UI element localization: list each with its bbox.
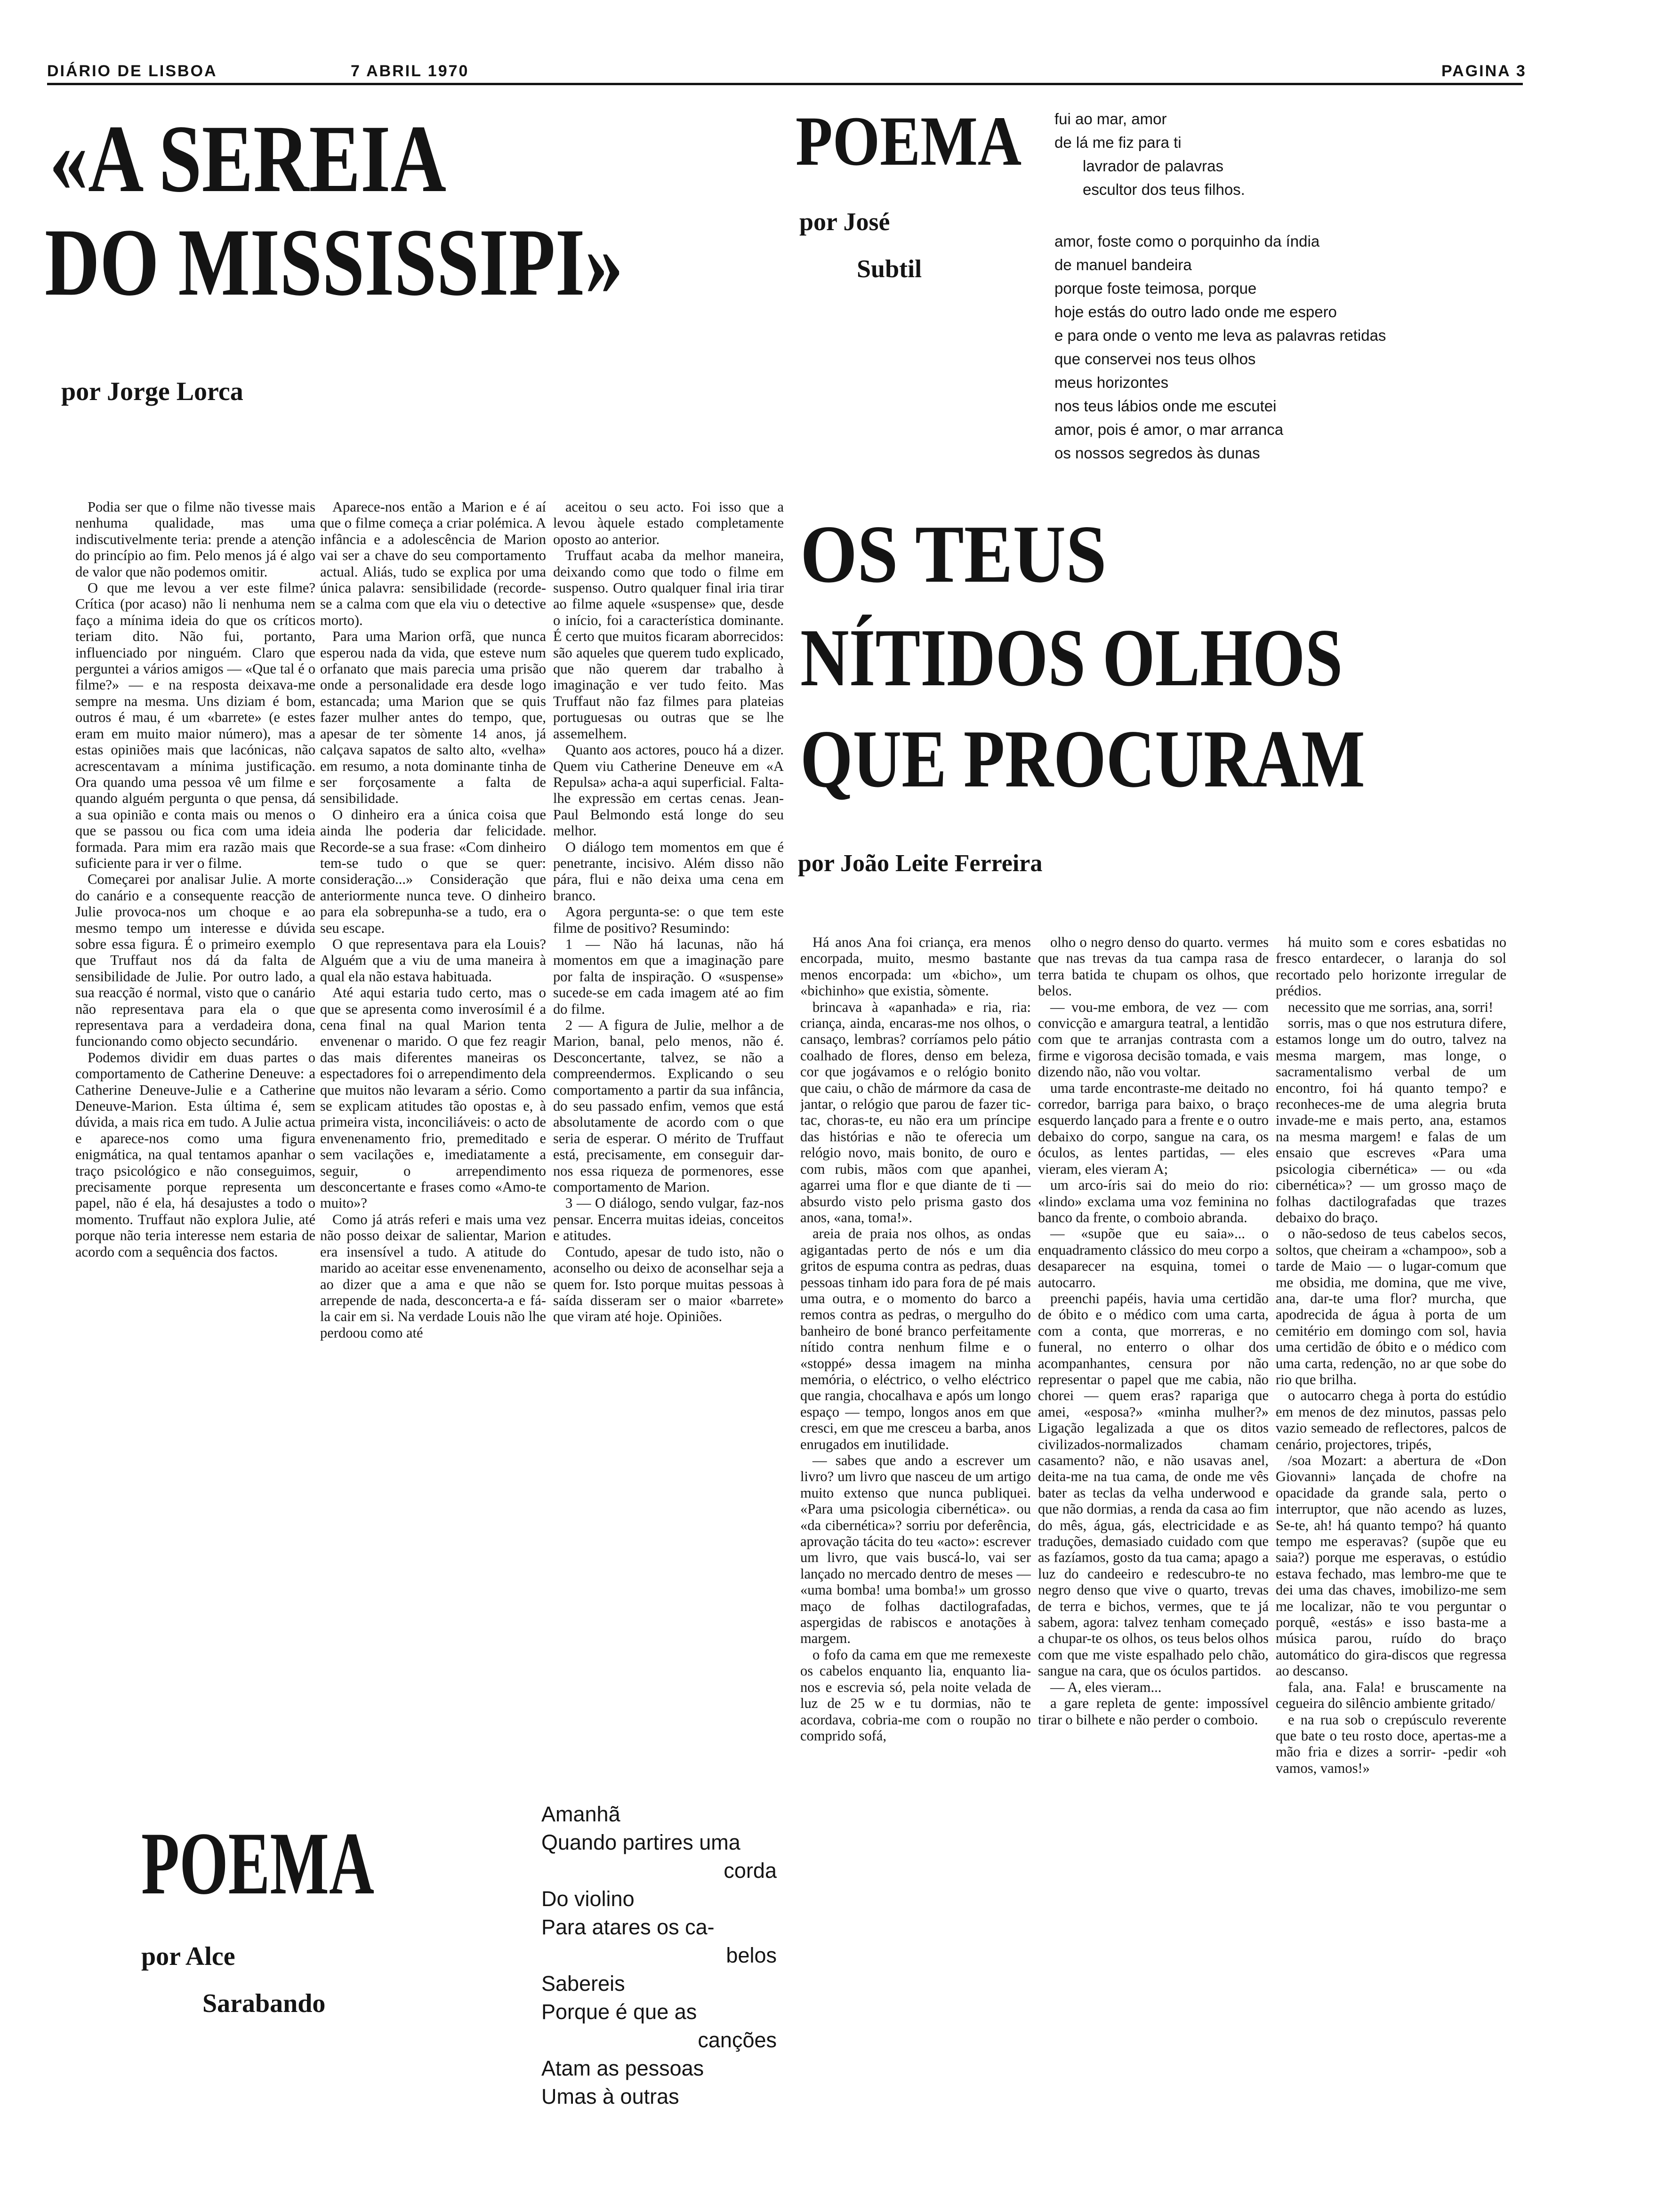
paragraph: Agora pergunta-se: o que tem este filme de positivo? Resumindo:	[553, 904, 784, 936]
paragraph: Quanto aos actores, pouco há a dizer. Quem viu Catherine Deneuve em «A Repulsa» acha-a aqui superficial. Falta-lhe expressão em certas cenas. Jean-Paul Belmondo está longe do seu melhor.	[553, 742, 784, 839]
poem2-author: Sarabando	[202, 1989, 326, 2018]
article1-column-2	[320, 499, 546, 1701]
article2-column-3	[1276, 934, 1506, 2141]
page-number: PAGINA 3	[1441, 62, 1527, 80]
poem-line: nos teus lábios onde me escutei	[1054, 397, 1277, 415]
poem1-title: POEMA	[796, 102, 1022, 180]
poem-line: hoje estás do outro lado onde me espero	[1054, 303, 1337, 321]
paragraph: Como já atrás referi e mais uma vez não posso deixar de salientar, Marion era insensível a tudo. A atitude do marido ao aceitar esse envenenamento, ao dizer que a ama e que não se arrepende de nada, desconcerta-a e fá-la cair em si. Na verdade Louis não lhe perdoou como até	[320, 1211, 546, 1341]
article1-byline: por Jorge Lorca	[61, 377, 243, 406]
poem-line: Para atares os ca-	[541, 1915, 715, 1939]
article2-title-line1: OS TEUS	[800, 508, 1107, 600]
poem-line: Umas à outras	[541, 2084, 679, 2108]
poem1-author: Subtil	[857, 255, 922, 283]
poem1-stanza-1	[1054, 107, 1245, 201]
paragraph: O que me levou a ver este filme? Crítica (por acaso) não li nenhuma nem faço a mínima ideia do que os críticos teriam dito. Não fui, portanto, influenciado por ninguém. Claro que perguntei a vários amigos — «Que tal é o filme?» — e na resposta deixava-me sempre na mesma. Uns diziam é bom, outros é mau, é um «barrete» (e estes eram em muito maior número), mas a estas opiniões mais que lacónicas, não acrescentavam a mínima justificação. Ora quando uma pessoa vê um filme e quando alguém pergunta o que pensa, dá a sua opinião e conta mais ou menos o que se passou ou fica com uma ideia formada. Para mim era razão mais que suficiente para ir ver o filme.	[75, 580, 315, 871]
poem-line: que conservei nos teus olhos	[1054, 350, 1256, 368]
paragraph: Até aqui estaria tudo certo, mas o que se apresenta como inverosímil é a cena final na qual Marion tenta envenenar o marido. O que fez reagir das mais diferentes maneiras os espectadores foi o arrependimento dela que muitos não levaram a sério. Como se explicam atitudes tão opostas e, à primeira vista, inconciliáveis: o acto de envenenamento frio, premeditado e sem vacilações e, imediatamente a seguir, o arrependimento desconcertante e frases como «Amo-te muito»?	[320, 985, 546, 1211]
paragraph: — sabes que ando a escrever um livro? um livro que nasceu de um artigo muito extenso que nunca publiquei. «Para uma psicologia cibernética». ou «da cibernética»? sorriu por deferência, aprovação tácita do teu «acto»: escrever um livro, que vais buscá-lo, vai ser lançado no mercado dentro de meses — «uma bomba! uma bomba!» um grosso maço de folhas dactilografadas, aspergidas de rabiscos e anotações à margem.	[800, 1452, 1031, 1647]
paragraph: preenchi papéis, havia uma certidão de óbito e o médico com uma carta, com a conta, que morreras, e no funeral, no enterro o olhar dos acompanhantes, censura por não representar o papel que me cabia, não chorei — quem eras? rapariga que amei, «esposa?» «minha mulher?» Ligação legalizada a que os ditos civilizados-normalizados chamam casamento? não, e não usavas anel, deita-me na tua cama, de onde me vês bater as teclas da velha underwood e que não dormias, a renda da casa ao fim do mês, água, gás, electricidade e as traduções, demasiado cuidado com que as fazíamos, gosto da tua cama; apago a luz do candeeiro e redescubro-te no negro denso que vive o quarto, trevas de terra e bichos, vermes, que te já sabem, agora: talvez tenham começado a chupar-te os olhos, os teus belos olhos com que me viste espalhado pelo chão, sangue na cara, que os óculos partidos.	[1038, 1290, 1269, 1679]
article1-column-1	[75, 499, 315, 1701]
poem-line: belos	[726, 1943, 777, 1967]
paragraph: — «supõe que eu saia»... o enquadramento clássico do meu corpo a desaparecer na esquina, tomei o autocarro.	[1038, 1226, 1269, 1290]
paragraph: Podemos dividir em duas partes o comportamento de Catherine Deneuve: a Catherine Deneuve-Julie e a Catherine Deneuve-Marion. Esta última é, sem dúvida, a mais rica em tudo. A Julie actua e aparece-nos como uma figura enigmática, na qual tentamos apanhar o traço psicológico e não conseguimos, precisamente porque representa um papel, não é ela, há desajustes a todo o momento. Truffaut não explora Julie, até porque não teria interesse nem estaria de acordo com a sequência dos factos.	[75, 1049, 315, 1260]
article1-title-line1: «A SEREIA	[49, 105, 447, 212]
poem-line: lavrador de palavras	[1083, 157, 1223, 175]
paragraph: Para uma Marion orfã, que nunca esperou nada da vida, que esteve num orfanato que mais parecia uma prisão onde a personalidade era desde logo estancada; uma Marion que se quis fazer mulher antes do tempo, que, apesar de ter sòmente 14 anos, já calçava sapatos de salto alto, «velha» em resumo, a nota dominante tinha de ser forçosamente a falta de sensibilidade.	[320, 628, 546, 807]
poem-line: canções	[698, 2028, 777, 2052]
newspaper-name: DIÁRIO DE LISBOA	[47, 62, 217, 80]
paragraph: o não-sedoso de teus cabelos secos, soltos, que cheiram a «champoo», sob a tarde de Maio — o lugar-comum que me obsidia, me domina, que me vive, ana, dar-te uma flor? murcha, que apodrecida de água à porta de um cemitério em domingo com sol, havia uma certidão de óbito e o médico com uma carta, redenção, no ar que sobe do rio que brilha.	[1276, 1226, 1506, 1387]
poem-line: Atam as pessoas	[541, 2056, 704, 2080]
paragraph: O dinheiro era a única coisa que ainda lhe poderia dar felicidade. Recorde-se a sua frase: «Com dinheiro tem-se tudo o que se quer: consideração...» Consideração que anteriormente nunca teve. O dinheiro para ela sobrepunha-se a tudo, era o seu escape.	[320, 806, 546, 936]
paragraph: Truffaut acaba da melhor maneira, deixando como que todo o filme em suspenso. Outro qualquer final iria tirar ao filme aquele «suspense» que, desde o início, foi a característica dominante. É certo que muitos ficaram aborrecidos: são aqueles que querem tudo explicado, que não querem dar trabalho à imaginação e ver tudo feito. Mas Truffaut não faz filmes para plateias portuguesas ou outras que se lhe assemelhem.	[553, 547, 784, 742]
article2-column-1	[800, 934, 1031, 2141]
paragraph: 3 — O diálogo, sendo vulgar, faz-nos pensar. Encerra muitas ideias, conceitos e atitudes.	[553, 1195, 784, 1244]
poem-line: amor, pois é amor, o mar arranca	[1054, 421, 1284, 438]
poem-line: amor, foste como o porquinho da índia	[1054, 232, 1320, 250]
paragraph: a gare repleta de gente: impossível tirar o bilhete e não perder o comboio.	[1038, 1695, 1269, 1728]
paragraph: o autocarro chega à porta do estúdio em menos de dez minutos, passas pelo vazio semeado de reflectores, palcos de cenário, projectores, tripés,	[1276, 1387, 1506, 1452]
issue-date: 7 ABRIL 1970	[351, 62, 469, 80]
paragraph: olho o negro denso do quarto. vermes que nas trevas da tua campa rasa de terra batida te chupam os olhos, que belos.	[1038, 934, 1269, 999]
paragraph: sorris, mas o que nos estrutura difere, estamos longe um do outro, talvez na mesma margem, mas longe, o sacramentalismo verbal de um encontro, foi há quanto tempo? e reconheces-me de uma alegria bruta invade-me e mais perto, ana, estamos na mesma margem! e falas de um ensaio que escreves «Para uma psicologia cibernética» — ou «da cibernética»? — um grosso maço de folhas dactilografadas que trazes debaixo do braço.	[1276, 1015, 1506, 1226]
paragraph: brincava à «apanhada» e ria, ria: criança, ainda, encaras-me nos olhos, o cansaço, lembras? corríamos pelo pátio coalhado de flores, denso em beleza, cor que jogávamos e o relógio bonito que caiu, o chão de mármore da casa de jantar, o relógio que parou de fazer tic-tac, choras-te, eu não era um príncipe das histórias e não te oferecia um relógio novo, mais bonito, de ouro e com rubis, mãos com que apanhei, agarrei uma flor e que diante de ti — absurdo visto pelo prisma gasto dos anos, «ana, toma!».	[800, 999, 1031, 1226]
paragraph: — vou-me embora, de vez — com convicção e amargura teatral, a lentidão com que te arranjas contrasta com a firme e vigorosa decisão tomada, e vais dizendo não, não vou voltar.	[1038, 999, 1269, 1080]
paragraph: /soa Mozart: a abertura de «Don Giovanni» lançada de chofre na opacidade da grande sala, perto o interruptor, que não acendo as luzes, Se-te, ah! há quanto tempo? há quanto tempo me esperavas? (supõe que eu saia?) porque me esperavas, o estúdio estava fechado, mas lembro-me que te dei uma das chaves, imobilizo-me sem me localizar, não te vou perguntar o porquê, «estás» e isso basta-me a música parou, ruído do braço automático do gira-discos que regressa ao descanso.	[1276, 1452, 1506, 1679]
poem-line: e para onde o vento me leva as palavras retidas	[1054, 327, 1386, 344]
paragraph: 2 — A figura de Julie, melhor a de Marion, banal, pelo menos, não é. Desconcertante, talvez, se não a compreendermos. Explicando o seu comportamento a partir da sua infância, do seu passado enfim, vemos que está absolutamente de acordo com o que seria de esperar. O mérito de Truffaut está, precisamente, em conseguir dar-nos essa riqueza de pormenores, esse comportamento de Marion.	[553, 1017, 784, 1195]
paragraph: Há anos Ana foi criança, era menos encorpada, muito, mesmo bastante menos encorpada: um «bicho», um «bichinho» que existia, sòmente.	[800, 934, 1031, 999]
paragraph: necessito que me sorrias, ana, sorri!	[1288, 999, 1494, 1015]
poem-line: de manuel bandeira	[1054, 256, 1192, 273]
paragraph: um arco-íris sai do meio do rio: «lindo» exclama uma voz feminina no banco da frente, o comboio abranda.	[1038, 1177, 1269, 1226]
paragraph: areia de praia nos olhos, as ondas agigantadas perto de nós e um dia gritos de espuma contra as pedras, duas pessoas tinham ido para fora de pé mais uma outra, e o momento do barco a remos contra as pedras, o mergulho do banheiro de boné branco perfeitamente nítido contra nenhum filme e o «stoppé» dessa imagem na minha memória, o eléctrico, o velho eléctrico que rangia, chocalhava e após um longo espaço — tempo, longos anos em que cresci, em que me cresceu a barba, anos enrugados em inutilidade.	[800, 1226, 1031, 1452]
poem-line: os nossos segredos às dunas	[1054, 444, 1260, 462]
paragraph: o fofo da cama em que me remexeste os cabelos enquanto lia, enquanto lia-nos e escrevia só, pela noite velada de luz de 25 w e tu dormias, não te acordava, cobria-me com o roupão no comprido sofá,	[800, 1646, 1031, 1744]
poem-line: meus horizontes	[1054, 374, 1169, 391]
paragraph: uma tarde encontraste-me deitado no corredor, barriga para baixo, o braço esquerdo lançado para a frente e o outro debaixo do corpo, sangue na cara, os óculos, as lentes partidas, — eles vieram, eles vieram A;	[1038, 1080, 1269, 1177]
paragraph: Podia ser que o filme não tivesse mais nenhuma qualidade, mas uma indiscutivelmente teria: prende a atenção do princípio ao fim. Pelo menos já é algo de valor que não podemos omitir.	[75, 499, 315, 580]
article1-column-3	[553, 499, 784, 1701]
paragraph: O diálogo tem momentos em que é penetrante, incisivo. Além disso não pára, flui e não deixa uma cena em branco.	[553, 839, 784, 904]
paragraph: Aparece-nos então a Marion e é aí que o filme começa a criar polémica. A infância e a adolescência de Marion vai ser a chave do seu comportamento actual. Aliás, tudo se explica por uma única palavra: sensibilidade (recorde-se a calma com que ela viu o detective morto).	[320, 499, 546, 628]
poem2-verses	[541, 1800, 777, 2111]
paragraph: — A, eles vieram...	[1050, 1679, 1162, 1695]
paragraph: Começarei por analisar Julie. A morte do canário e a consequente reacção de Julie provoca-nos um choque e ao mesmo tempo um interesse e dúvida sobre essa figura. É o primeiro exemplo que Truffaut nos dá da falta de sensibilidade de Julie. Por outro lado, a sua reacção é normal, visto que o canário não representava para ela o que representava para a verdadeira dona, funcionando como objecto secundário.	[75, 871, 315, 1050]
poem-line: fui ao mar, amor	[1054, 110, 1167, 128]
poem-line: Do violino	[541, 1887, 635, 1911]
paragraph: Contudo, apesar de tudo isto, não o aconselho ou deixo de aconselhar seja a quem for. Isto porque muitas pessoas à saída disseram ser o maior «barrete» que viram até hoje. Opiniões.	[553, 1243, 784, 1325]
paragraph: fala, ana. Fala! e bruscamente na cegueira do silêncio ambiente gritado/	[1276, 1679, 1506, 1712]
poem2-byline: por Alce	[141, 1942, 235, 1971]
poem-line: escultor dos teus filhos.	[1083, 181, 1245, 198]
masthead-rule	[47, 83, 1523, 85]
article1-title-line2: DO MISSISSIPI»	[45, 209, 623, 316]
poem1-stanza-2	[1054, 230, 1386, 465]
paragraph: e na rua sob o crepúsculo reverente que bate o teu rosto doce, apertas-me a mão fria e dizes a sorrir- -pedir «oh vamos, vamos!»	[1276, 1711, 1506, 1776]
paragraph: O que representava para ela Louis? Alguém que a viu de uma maneira à qual ela não estava habituada.	[320, 936, 546, 985]
article2-title-line3: QUE PROCURAM	[800, 713, 1365, 804]
poem-line: porque foste teimosa, porque	[1054, 280, 1257, 297]
poem-line: Sabereis	[541, 1972, 625, 1996]
article2-column-2	[1038, 934, 1269, 2141]
poem-line: Quando partires uma	[541, 1830, 740, 1854]
poem1-byline: por José	[799, 208, 890, 236]
poem-line: de lá me fiz para ti	[1054, 134, 1182, 151]
paragraph: aceitou o seu acto. Foi isso que a levou àquele estado completamente oposto ao anterior.	[553, 499, 784, 547]
article2-title-line2: NÍTIDOS OLHOS	[800, 612, 1343, 703]
poem2-title: POEMA	[141, 1814, 374, 1913]
article2-byline: por João Leite Ferreira	[798, 850, 1043, 877]
poem-line: Amanhã	[541, 1802, 620, 1826]
poem-line: corda	[724, 1859, 777, 1883]
paragraph: há muito som e cores esbatidas no fresco entardecer, o laranja do sol recortado pelo horizonte irregular de prédios.	[1276, 934, 1506, 999]
paragraph: 1 — Não há lacunas, não há momentos em que a imaginação pare por falta de inspiração. O «suspense» sucede-se em cada imagem até ao fim do filme.	[553, 936, 784, 1017]
poem-line: Porque é que as	[541, 2000, 697, 2024]
